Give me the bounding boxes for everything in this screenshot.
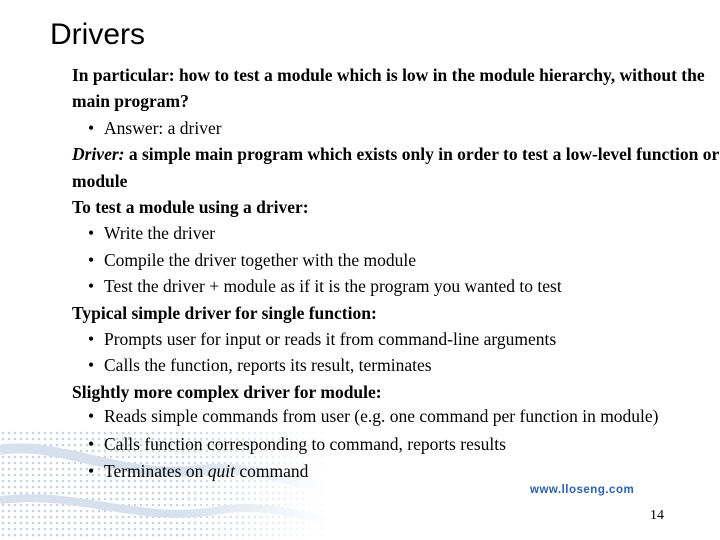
- driver-term: Driver:: [72, 144, 125, 165]
- bullet-calls-corresponding: [72, 431, 720, 457]
- bullet-reads-commands: [72, 405, 720, 431]
- bullet-terminates-quit: [72, 458, 720, 484]
- bullet-write-driver: [72, 220, 720, 246]
- bullet-marker: •: [88, 329, 95, 350]
- page-number: 14: [650, 508, 664, 523]
- bullet-text: Compile the driver together with the module: [104, 249, 417, 270]
- footer-url: www.lloseng.com: [530, 484, 635, 496]
- bullet-text: Calls the function, reports its result, terminates: [104, 355, 432, 376]
- slide-content: [72, 62, 720, 484]
- paragraph-driver-definition: [72, 141, 720, 194]
- driver-definition-text: a simple main program which exists only in order to test a low-level function or module: [72, 144, 719, 191]
- bullet-text: Reads simple commands from user (e.g. one command per function in module): [104, 406, 659, 427]
- bullet-marker: •: [88, 406, 95, 427]
- bullet-text-pre: Terminates on: [104, 460, 208, 481]
- bullet-test-driver: [72, 273, 720, 299]
- bullet-text: Test the driver + module as if it is the program you wanted to test: [104, 276, 562, 297]
- bullet-prompts-user: [72, 326, 720, 352]
- bullet-marker: •: [88, 460, 95, 481]
- bullet-answer: [72, 115, 720, 141]
- quit-keyword: quit: [207, 460, 235, 481]
- slide-title: Drivers: [50, 18, 145, 51]
- bullet-marker: •: [88, 355, 95, 376]
- bullet-text: Answer: a driver: [104, 117, 222, 138]
- bullet-marker: •: [88, 249, 95, 270]
- paragraph-particular: In particular: how to test a module which is low in the module hierarchy, without the main program?: [72, 65, 705, 112]
- heading-complex-driver: Slightly more complex driver for module:: [72, 381, 382, 402]
- bullet-text: Calls function corresponding to command, reports results: [104, 434, 506, 455]
- bullet-marker: •: [88, 434, 95, 455]
- bullet-calls-function: [72, 352, 720, 378]
- bullet-text: Write the driver: [104, 223, 216, 244]
- bullet-marker: •: [88, 223, 95, 244]
- bullet-marker: •: [88, 276, 95, 297]
- bullet-marker: •: [88, 117, 95, 138]
- heading-simple-driver: Typical simple driver for single function:: [72, 302, 377, 323]
- bullet-compile-driver: [72, 247, 720, 273]
- bullet-text: Prompts user for input or reads it from command-line arguments: [104, 329, 557, 350]
- bullet-text-post: command: [234, 460, 309, 481]
- heading-test-using-driver: To test a module using a driver:: [72, 197, 309, 218]
